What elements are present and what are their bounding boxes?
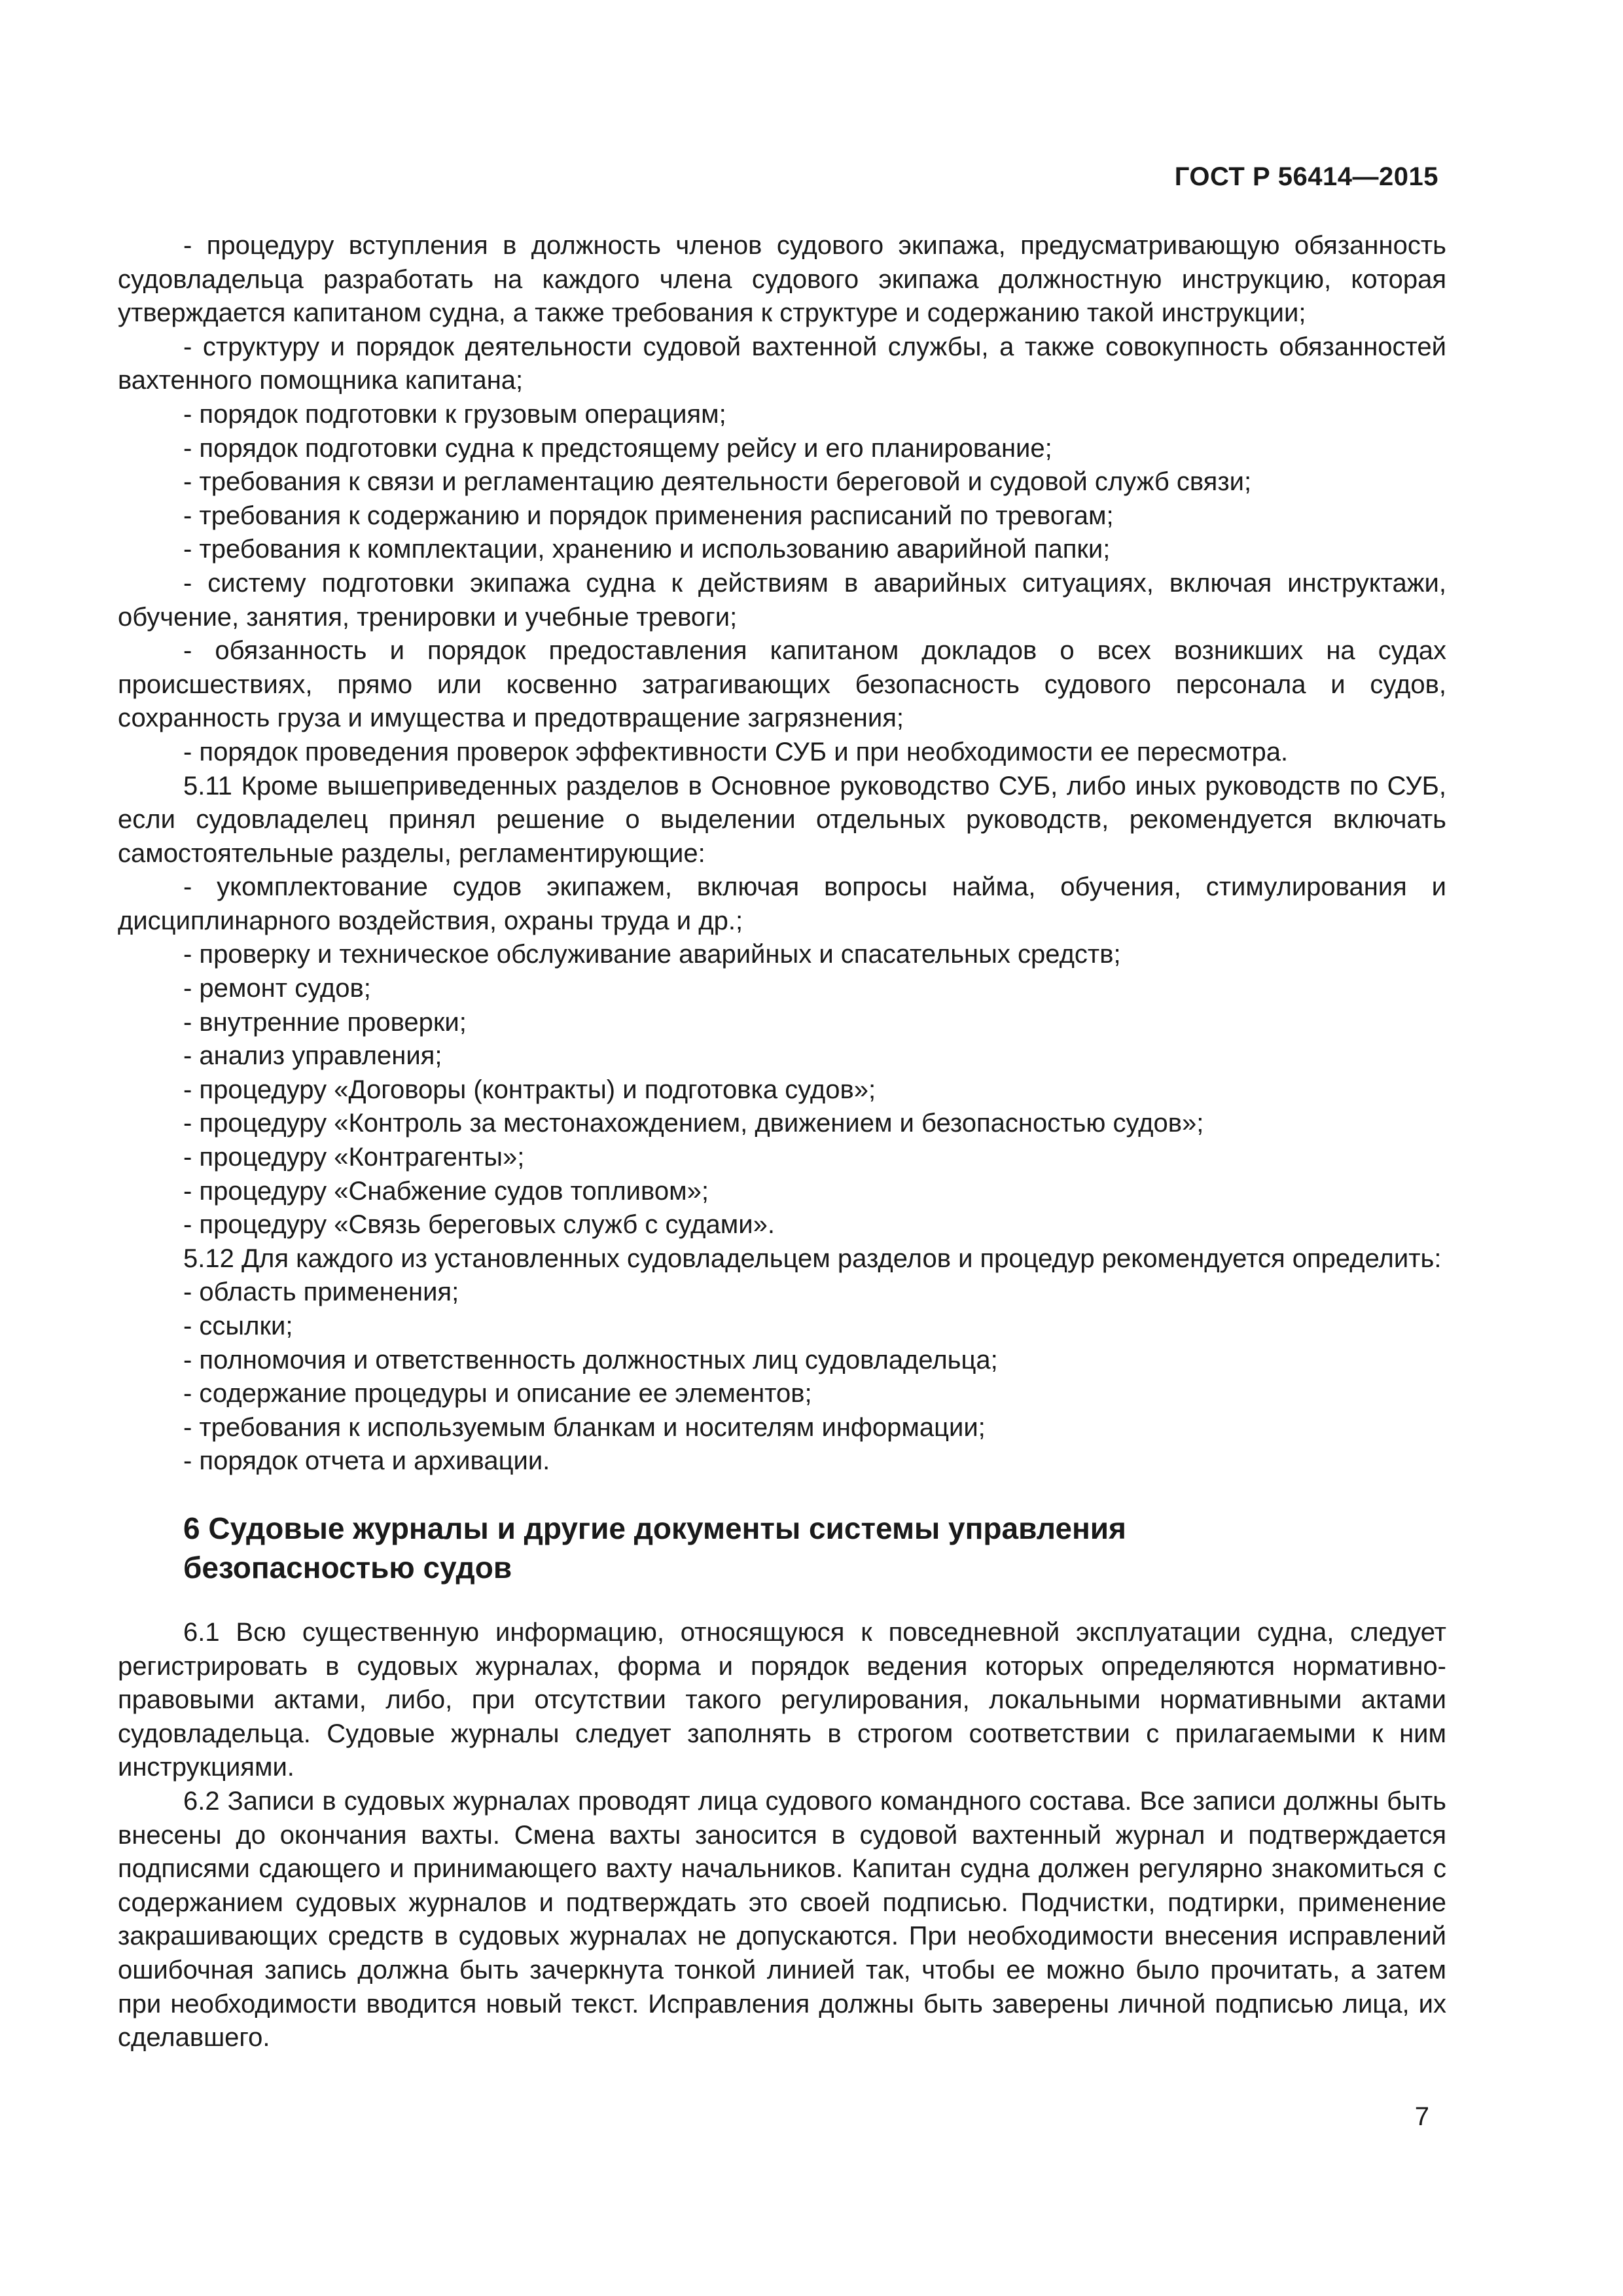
list-item: - требования к содержанию и порядок применения расписаний по тревогам; xyxy=(183,501,1114,530)
list-5-12-items xyxy=(118,1276,1446,1479)
list-item: - проверку и техническое обслуживание аварийных и спасательных средств; xyxy=(183,940,1121,969)
list-item: - процедуру «Снабжение судов топливом»; xyxy=(183,1176,709,1206)
list-item: - порядок подготовки к грузовым операциям; xyxy=(183,399,726,429)
list-item: - внутренние проверки; xyxy=(183,1007,467,1037)
list-item: - порядок отчета и архивации. xyxy=(183,1446,550,1476)
list-item: - процедуру «Связь береговых служб с судами». xyxy=(183,1210,775,1240)
list-item: - структуру и порядок деятельности судовой вахтенной службы, а также совокупность обязанностей вахтенного помощника капитана; xyxy=(118,332,1446,395)
list-item: - обязанность и порядок предоставления капитаном докладов о всех возникших на судах происшествиях, прямо или косвенно затрагивающих безопасность судового персонала и судов, сохранность груза и имущества и предотвращение загрязнения; xyxy=(118,636,1446,733)
standard-code: ГОСТ Р 56414—2015 xyxy=(1174,162,1438,191)
list-item: - порядок подготовки судна к предстоящему рейсу и его планирование; xyxy=(183,433,1052,463)
clause-6-1: 6.1 Всю существенную информацию, относящуюся к повседневной эксплуатации судна, следует регистрировать в судовых журналах, форма и порядок ведения которых определяются нормативно-правовыми актами, либо, при отсутствии такого регулирования, локальными нормативными актами судовладельца. Судовые журналы следует заполнять в строгом соответствии с прилагаемыми к ним инструкциями. xyxy=(118,1617,1446,1782)
clause-6-2: 6.2 Записи в судовых журналах проводят лица судового командного состава. Все записи должны быть внесены до окончания вахты. Смена вахты заносится в судовой вахтенный журнал и подтверждается подписями сдающего и принимающего вахту начальников. Капитан судна должен регулярно знакомиться с содержанием судовых журналов и подтверждать это своей подписью. Подчистки, подтирки, применение закрашивающих средств в судовых журналах не допускаются. При необходимости внесения исправлений ошибочная запись должна быть зачеркнута тонкой линией так, чтобы ее можно было прочитать, а затем при необходимости вводится новый текст. Исправления должны быть заверены личной подписью лица, их сделавшего. xyxy=(118,1786,1446,2053)
list-item: - процедуру вступления в должность членов судового экипажа, предусматривающую обязанность судовладельца разработать на каждого члена судового экипажа должностную инструкцию, которая утверждается капитаном судна, а также требования к структуре и содержанию такой инструкции; xyxy=(118,231,1446,328)
list-item: - анализ управления; xyxy=(183,1041,442,1071)
clause-5-11: 5.11 Кроме вышеприведенных разделов в Основное руководство СУБ, либо иных руководств по СУБ, если судовладелец принял решение о выделении отдельных руководств, рекомендуется включать самостоятельные разделы, регламентирующие: xyxy=(118,771,1446,868)
list-item: - ссылки; xyxy=(183,1312,293,1340)
list-item: - требования к используемым бланкам и носителям информации; xyxy=(183,1412,986,1442)
list-5-10-items xyxy=(118,229,1446,770)
document-body xyxy=(118,229,1446,2055)
list-item: - требования к комплектации, хранению и использованию аварийной папки; xyxy=(183,535,1111,564)
clause-5-12: 5.12 Для каждого из установленных судовладельцем разделов и процедур рекомендуется определить: xyxy=(183,1244,1442,1273)
list-item: - процедуру «Контроль за местонахождением, движением и безопасностью судов»; xyxy=(183,1109,1204,1138)
list-item: - содержание процедуры и описание ее элементов; xyxy=(183,1379,812,1408)
list-item: - укомплектование судов экипажем, включая вопросы найма, обучения, стимулирования и дисциплинарного воздействия, охраны труда и др.; xyxy=(118,872,1446,935)
list-item: - систему подготовки экипажа судна к действиям в аварийных ситуациях, включая инструктажи, обучение, занятия, тренировки и учебные тревоги; xyxy=(118,568,1446,632)
list-item: - ремонт судов; xyxy=(183,974,371,1003)
list-item: - требования к связи и регламентацию деятельности береговой и судовой служб связи; xyxy=(183,467,1252,497)
page-number: 7 xyxy=(1414,2102,1429,2131)
list-item: - область применения; xyxy=(183,1278,459,1307)
list-5-11-items xyxy=(118,870,1446,1242)
list-item: - процедуру «Договоры (контракты) и подготовка судов»; xyxy=(183,1075,876,1104)
list-item: - полномочия и ответственность должностных лиц судовладельца; xyxy=(183,1345,998,1374)
list-item: - порядок проведения проверок эффективности СУБ и при необходимости ее пересмотра. xyxy=(183,737,1289,766)
section-6-heading: 6 Судовые журналы и другие документы системы управления безопасностью судов xyxy=(183,1511,1126,1585)
list-item: - процедуру «Контрагенты»; xyxy=(183,1143,525,1172)
